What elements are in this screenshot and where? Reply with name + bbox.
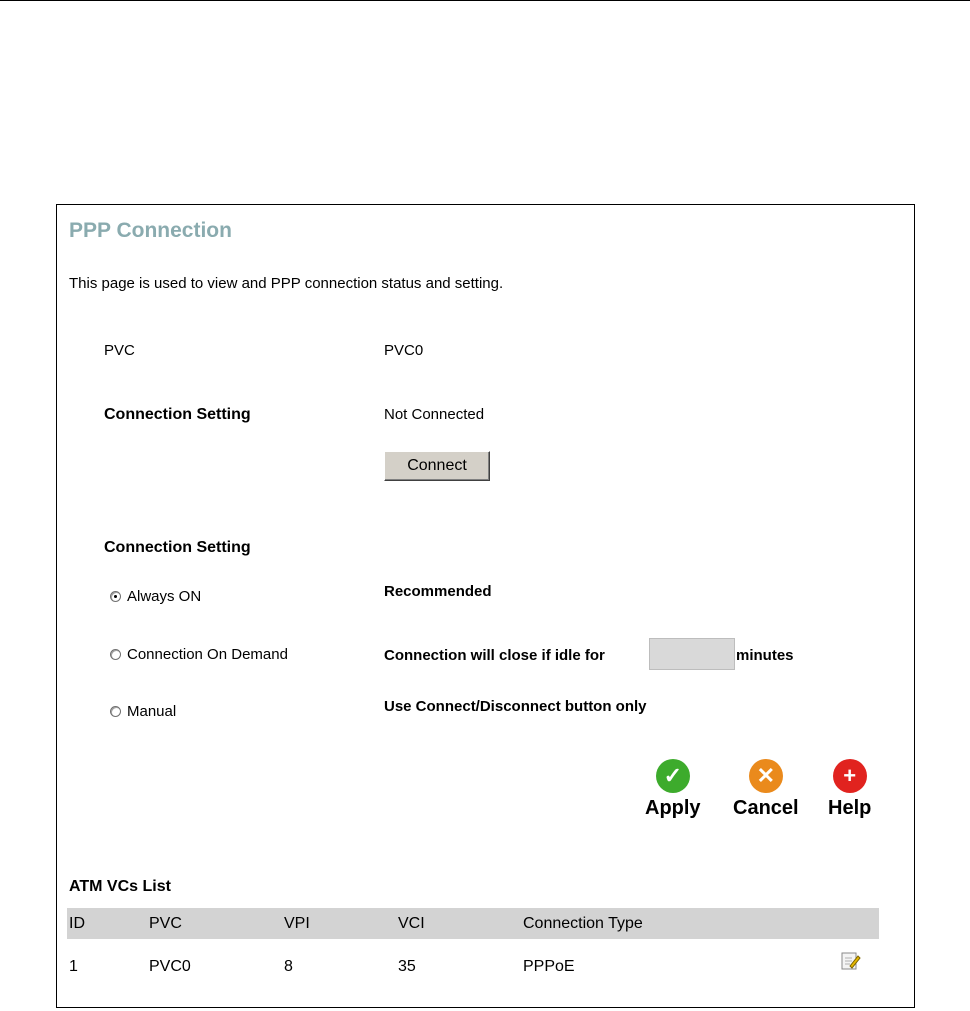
option-always-on[interactable] [110,588,201,605]
cancel-button[interactable] [733,759,799,820]
idle-minutes-input[interactable] [649,638,735,670]
row-pvc: PVC0 [149,958,191,975]
row-id: 1 [69,958,78,975]
always-on-note: Recommended [384,583,492,600]
col-vpi: VPI [284,915,310,932]
on-demand-note: Connection will close if idle for [384,647,605,664]
page-description: This page is used to view and PPP connection status and setting. [69,275,504,292]
option-manual[interactable] [110,703,176,720]
manual-note: Use Connect/Disconnect button only [384,698,647,715]
x-icon: ✕ [749,759,783,793]
minutes-suffix: minutes [736,647,794,664]
row-connection-type: PPPoE [523,958,575,975]
col-vci: VCI [398,915,425,932]
page-title: PPP Connection [69,219,232,242]
connection-status-heading: Connection Setting [104,406,251,423]
pvc-label: PVC [104,342,135,359]
radio-always-on[interactable] [110,591,121,602]
connect-button[interactable]: Connect [384,451,490,481]
apply-label: Apply [645,797,701,819]
option-on-demand[interactable] [110,646,288,663]
apply-button[interactable] [645,759,701,820]
option-manual-label: Manual [127,703,177,720]
help-label: Help [828,797,872,819]
pvc-value: PVC0 [384,342,424,359]
option-always-on-label: Always ON [127,588,202,605]
col-id: ID [69,915,85,932]
row-vci: 35 [398,958,416,975]
connection-status-value: Not Connected [384,406,485,423]
row-vpi: 8 [284,958,293,975]
help-button[interactable] [828,759,871,820]
col-connection-type: Connection Type [523,915,643,932]
top-rule [0,0,970,1]
connection-setting-heading: Connection Setting [104,539,251,556]
radio-on-demand[interactable] [110,649,121,660]
atm-list-title: ATM VCs List [69,878,171,895]
cancel-label: Cancel [733,797,799,819]
radio-manual[interactable] [110,706,121,717]
check-icon: ✓ [656,759,690,793]
col-pvc: PVC [149,915,182,932]
ppp-connection-panel [56,204,915,1008]
option-on-demand-label: Connection On Demand [127,646,288,663]
plus-icon: + [833,759,867,793]
atm-table-header [67,908,879,939]
edit-icon[interactable] [839,950,861,977]
